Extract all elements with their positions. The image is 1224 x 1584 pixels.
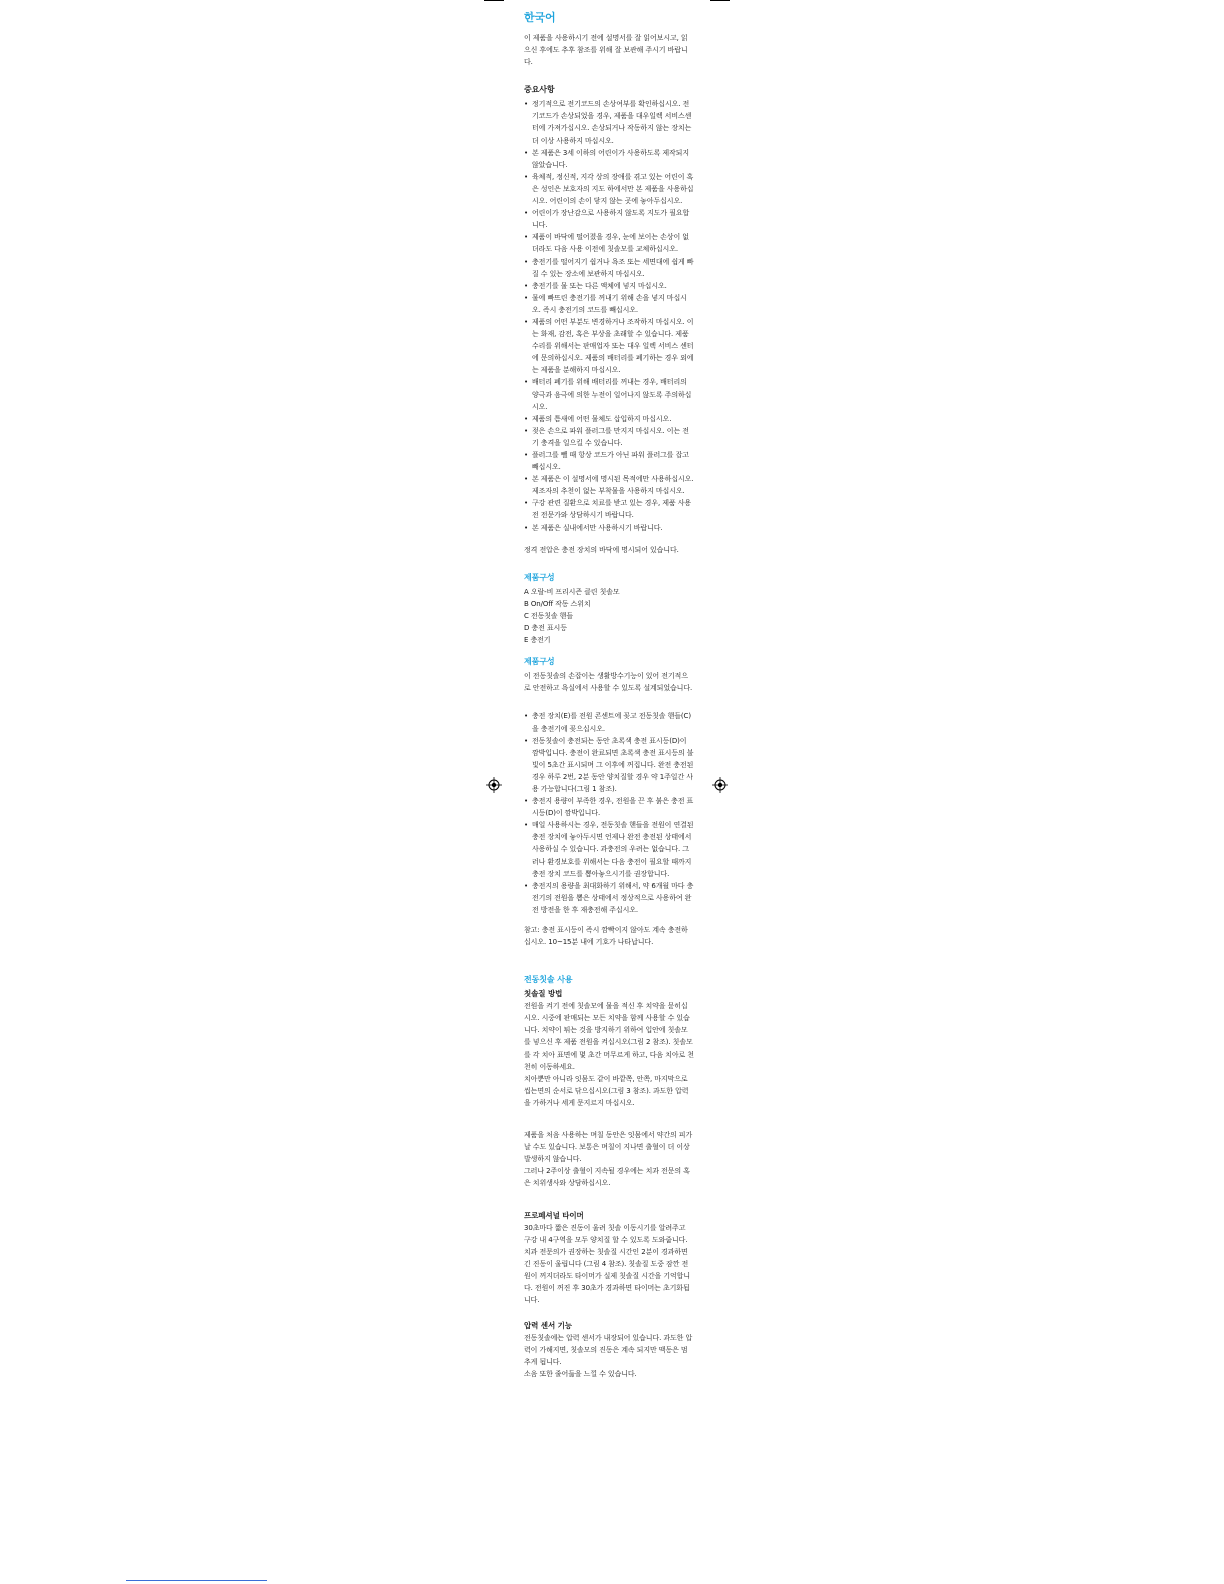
pressure-text: 전동칫솔에는 압력 센서가 내장되어 있습니다. 과도한 압력이 가해지면, 칫솔모의 진동은 계속 되지만 맥동은 멈추게 됩니다. <box>524 1334 693 1367</box>
usage-heading: 전동칫솔 사용 <box>524 975 573 985</box>
components-section <box>524 572 694 646</box>
list-item: • 충전기를 떨어지기 쉽거나 욕조 또는 세면대에 쉽게 빠질 수 있는 장소에 보관하지 마십시오. <box>524 256 694 280</box>
list-item: • 매일 사용하시는 경우, 전동칫솔 핸들을 전원이 연결된 충전 장치에 놓아두시면 언제나 완전 충전된 상태에서 사용하실 수 있습니다. 과충전의 우려는 없습니다. 그러나 환경보호를 위해서는 다음 충전이 필요할 때까지 충전 장치 코드를 뽑아놓으시기를 권장합니다. <box>524 819 694 879</box>
list-item: • 플러그를 뺄 때 항상 코드가 아닌 파워 플러그를 잡고 빼십시오. <box>524 449 694 473</box>
registration-mark-icon <box>486 777 502 793</box>
brushing-text: 치아뿐만 아니라 잇몸도 같이 바깥쪽, 안쪽, 마지막으로 씹는면의 순서로 닦으십시오(그림 3 참조). 과도한 압력을 가하거나 세게 문지르지 마십시오. <box>524 1074 689 1107</box>
important-heading: 중요사항 <box>524 85 555 95</box>
timer-subheading: 프로페셔널 타이머 <box>524 1210 584 1220</box>
list-item: • 어린이가 장난감으로 사용하지 않도록 지도가 필요합니다. <box>524 207 694 231</box>
pressure-subheading: 압력 센서 기능 <box>524 1321 572 1331</box>
important-section <box>524 84 694 555</box>
list-item: • 전동칫솔이 충전되는 동안 초록색 충전 표시등(D)이 깜박입니다. 충전이 완료되면 초록색 충전 표시등의 불빛이 5초간 표시되며 그 이후에 꺼집니다. 완전 충전된 경우 하루 2번, 2분 동안 양치질할 경우 약 1주일간 사용 가능합니다(그림 1 참조). <box>524 735 694 795</box>
language-title: 한국어 <box>524 11 556 24</box>
charging-heading: 제품구성 <box>524 657 555 667</box>
list-item: • 본 제품은 이 설명서에 명시된 목적에만 사용하십시오. 제조자의 추천이 없는 부착물을 사용하지 마십시오. <box>524 473 694 497</box>
components-list <box>524 586 694 646</box>
charging-intro: 이 전동칫솔의 손잡이는 생활방수기능이 있어 전기적으로 안전하고 욕실에서 사용할 수 있도록 설계되었습니다. <box>524 672 693 693</box>
list-item: • 충전기를 물 또는 다른 액체에 넣지 마십시오. <box>524 280 694 292</box>
list-item: • 육체적, 정신적, 지각 상의 장애를 겪고 있는 어린이 혹은 성인은 보호자의 지도 하에서만 본 제품을 사용하십시오. 어린이의 손이 닿지 않는 곳에 놓아두십시오. <box>524 171 694 207</box>
component-item: C 전동칫솔 핸들 <box>524 611 574 620</box>
list-item: • 본 제품은 3세 이하의 어린이가 사용하도록 제작되지 않았습니다. <box>524 147 694 171</box>
important-list <box>524 98 694 533</box>
charging-list <box>524 710 694 916</box>
bleeding-text: 그러나 2주이상 출혈이 지속될 경우에는 치과 전문의 혹은 치위생사와 상담하십시오. <box>524 1167 690 1188</box>
list-item: • 본 제품은 실내에서만 사용하시기 바랍니다. <box>524 522 694 534</box>
list-item: • 충전지 용량이 부족한 경우, 전원을 끈 후 붉은 충전 표시등(D)이 깜박입니다. <box>524 795 694 819</box>
usage-section <box>524 974 694 1380</box>
pressure-text: 소음 또한 줄어듦을 느낄 수 있습니다. <box>524 1370 637 1379</box>
list-item: • 제품의 틈새에 어떤 물체도 삽입하지 마십시오. <box>524 413 694 425</box>
crop-mark-right <box>710 0 730 1</box>
component-item: D 충전 표시등 <box>524 624 567 633</box>
component-item: A 오랄-비 프리시즌 클린 칫솔모 <box>524 587 620 596</box>
timer-text: 30초마다 짧은 진동이 울려 칫솔 이동시기를 알려주고 구강 내 4구역을 모두 양치질 할 수 있도록 도와줍니다. 치과 전문의가 권장하는 칫솔질 시간인 2분이 경과하면 긴 진동이 울립니다 (그림 4 참조). 칫솔질 도중 잠깐 전원이 꺼지더라도 타이머가 실제 칫솔질 시간을 기억합니다. 전원이 꺼진 후 30초가 경과하면 타이머는 초기화됩니다. <box>524 1223 690 1305</box>
list-item: • 정기적으로 전기코드의 손상여부를 확인하십시오. 전기코드가 손상되었을 경우, 제품을 대우일렉 서비스센터에 가져가십시오. 손상되거나 작동하지 않는 장치는 더 이상 사용하지 마십시오. <box>524 98 694 146</box>
voltage-note: 정격 전압은 충전 장치의 바닥에 명시되어 있습니다. <box>524 545 679 554</box>
list-item: • 배터리 폐기를 위해 배터리를 꺼내는 경우, 배터리의 양극과 음극에 의한 누전이 일어나지 않도록 주의하십시오. <box>524 376 694 412</box>
component-item: B On/Off 작동 스위치 <box>524 599 591 608</box>
charging-note: 참고: 충전 표시등이 즉시 깜빡이지 않아도 계속 충전하십시오. 10~15분 내에 기호가 나타납니다. <box>524 926 688 947</box>
list-item: • 제품의 어떤 부분도 변경하거나 조작하지 마십시오. 이는 화재, 감전, 혹은 부상을 초래할 수 있습니다. 제품 수리를 위해서는 판매업자 또는 대우 일렉 서비스 센터에 문의하십시오. 제품의 배터리를 폐기하는 경우 외에는 제품을 분해하지 마십시오. <box>524 316 694 376</box>
list-item: • 충전지의 용량을 최대화하기 위해서, 약 6개월 마다 충전기의 전원을 뽑은 상태에서 정상적으로 사용하여 완전 방전을 한 후 재충전해 주십시오. <box>524 880 694 916</box>
intro-paragraph: 이 제품을 사용하시기 전에 설명서를 잘 읽어보시고, 읽으신 후에도 추후 참조를 위해 잘 보관해 주시기 바랍니다. <box>524 34 688 67</box>
crop-mark-left <box>484 0 504 1</box>
list-item: • 물에 빠뜨린 충전기를 꺼내기 위해 손을 넣지 마십시오. 즉시 충전기의 코드를 빼십시오. <box>524 292 694 316</box>
brushing-subheading: 칫솔질 방법 <box>524 989 563 999</box>
list-item: • 충전 장치(E)를 전원 콘센트에 꽂고 전동칫솔 핸들(C)을 충전기에 꽂으십시오. <box>524 710 694 734</box>
bottom-rule <box>126 1580 267 1581</box>
registration-mark-icon <box>712 777 728 793</box>
manual-column <box>524 10 694 1381</box>
list-item: • 젖은 손으로 파워 플러그를 만지지 마십시오. 이는 전기 충격을 일으킬 수 있습니다. <box>524 425 694 449</box>
bleeding-text: 제품을 처음 사용하는 며칠 동안은 잇몸에서 약간의 피가 날 수도 있습니다. 보통은 며칠이 지나면 출혈이 더 이상 발생하지 않습니다. <box>524 1131 693 1164</box>
component-item: E 충전기 <box>524 636 551 645</box>
list-item: • 구강 관련 질환으로 치료를 받고 있는 경우, 제품 사용 전 전문가와 상담하시기 바랍니다. <box>524 497 694 521</box>
components-heading: 제품구성 <box>524 572 555 582</box>
charging-section <box>524 656 694 948</box>
brushing-text: 전원을 켜기 전에 칫솔모에 물을 적신 후 치약을 묻히십시오. 시중에 판매되는 모든 치약을 함께 사용할 수 있습니다. 치약이 튀는 것을 방지하기 위하여 입안에 칫솔모를 넣으신 후 제품 전원을 켜십시오(그림 2 참조). 칫솔모를 각 치아 표면에 몇 초간 머무르게 하고, 다음 치아로 천천히 이동하세요. <box>524 1002 694 1071</box>
list-item: • 제품이 바닥에 떨어졌을 경우, 눈에 보이는 손상이 없더라도 다음 사용 이전에 칫솔모를 교체하십시오. <box>524 231 694 255</box>
